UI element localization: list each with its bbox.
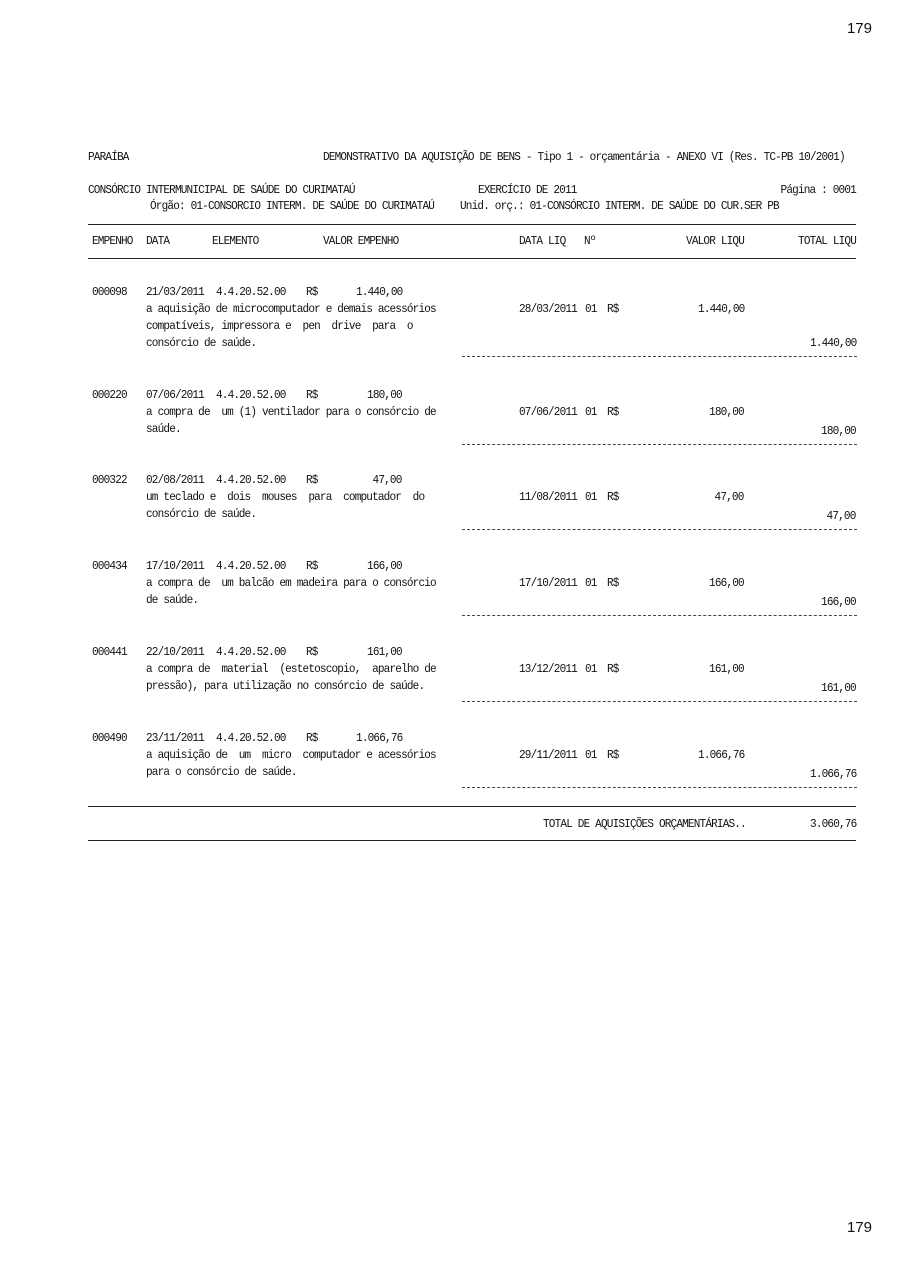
entry-data-liq: 11/08/2011: [519, 490, 577, 504]
entry-num: 01: [585, 490, 597, 504]
entity-name: CONSÓRCIO INTERMUNICIPAL DE SAÚDE DO CURIMATAÚ: [88, 183, 355, 197]
col-valor-empenho: VALOR EMPENHO: [323, 234, 399, 248]
report-title: DEMONSTRATIVO DA AQUISIÇÃO DE BENS - Tipo 1 - orçamentária - ANEXO VI (Res. TC-PB 10/2001): [323, 150, 845, 164]
entry-data-liq: 28/03/2011: [519, 302, 577, 316]
entry-valor-liqu: 161,00: [709, 662, 744, 676]
col-empenho: EMPENHO: [92, 234, 133, 248]
entry-data-liq: 17/10/2011: [519, 576, 577, 590]
header-rule-bottom: [88, 258, 856, 259]
exercise-year: EXERCÍCIO DE 2011: [478, 183, 577, 197]
entry-liq-currency: R$: [607, 302, 619, 316]
entry-date: 02/08/2011: [146, 473, 204, 487]
state-label: PARAÍBA: [88, 150, 129, 164]
entry-total-liqu: 1.440,00: [809, 336, 856, 350]
entry-description-line: consórcio de saúde.: [146, 336, 257, 350]
entry-date: 07/06/2011: [146, 388, 204, 402]
entry-valor-empenho: 1.440,00: [355, 285, 402, 299]
entry-liq-currency: R$: [607, 490, 619, 504]
page-number-top: 179: [846, 20, 872, 37]
footer-rule-bottom: [88, 840, 856, 841]
entry-liq-currency: R$: [607, 576, 619, 590]
entry-empenho: 000322: [92, 473, 127, 487]
entry-description-line: a compra de um (1) ventilador para o consórcio de: [146, 405, 436, 419]
entry-elemento: 4.4.20.52.00: [216, 559, 286, 573]
entry-separator: [462, 701, 857, 702]
col-valor-liqu: VALOR LIQU: [686, 234, 744, 248]
entry-liq-currency: R$: [607, 662, 619, 676]
entry-num: 01: [585, 302, 597, 316]
entry-total-liqu: 166,00: [821, 595, 856, 609]
entry-date: 22/10/2011: [146, 645, 204, 659]
col-numero: Nº: [584, 234, 596, 248]
col-data: DATA: [146, 234, 170, 248]
entry-description-line: para o consórcio de saúde.: [146, 765, 297, 779]
entry-elemento: 4.4.20.52.00: [216, 285, 286, 299]
entry-separator: [462, 787, 857, 788]
entry-description-line: um teclado e dois mouses para computador do: [146, 490, 425, 504]
entry-currency: R$: [306, 645, 318, 659]
budget-unit-label: Unid. orç.: 01-CONSÓRCIO INTERM. DE SAÚDE DO CUR.SER PB: [460, 199, 779, 213]
entry-valor-liqu: 47,00: [715, 490, 744, 504]
entry-total-liqu: 47,00: [827, 509, 856, 523]
entry-empenho: 000441: [92, 645, 127, 659]
entry-description-line: consórcio de saúde.: [146, 507, 257, 521]
entry-valor-liqu: 180,00: [709, 405, 744, 419]
entry-data-liq: 13/12/2011: [519, 662, 577, 676]
entry-separator: [462, 615, 857, 616]
entry-description-line: de saúde.: [146, 593, 199, 607]
entry-data-liq: 07/06/2011: [519, 405, 577, 419]
entry-liq-currency: R$: [607, 748, 619, 762]
entry-num: 01: [585, 662, 597, 676]
entry-separator: [462, 529, 857, 530]
entry-valor-empenho: 180,00: [367, 388, 402, 402]
entry-separator: [462, 356, 857, 357]
total-label: TOTAL DE AQUISIÇÕES ORÇAMENTÁRIAS..: [543, 817, 746, 831]
entry-description-line: compatíveis, impressora e pen drive para o: [146, 319, 413, 333]
entry-valor-empenho: 47,00: [373, 473, 402, 487]
entry-valor-liqu: 1.440,00: [697, 302, 744, 316]
entry-elemento: 4.4.20.52.00: [216, 473, 286, 487]
entry-elemento: 4.4.20.52.00: [216, 645, 286, 659]
entry-valor-empenho: 161,00: [367, 645, 402, 659]
col-total-liqu: TOTAL LIQU: [798, 234, 856, 248]
entry-description-line: saúde.: [146, 422, 181, 436]
entry-currency: R$: [306, 473, 318, 487]
entry-empenho: 000220: [92, 388, 127, 402]
footer-rule-top: [88, 806, 856, 807]
entry-valor-liqu: 166,00: [709, 576, 744, 590]
entry-valor-empenho: 1.066,76: [355, 731, 402, 745]
entry-valor-liqu: 1.066,76: [697, 748, 744, 762]
col-elemento: ELEMENTO: [212, 234, 259, 248]
entry-data-liq: 29/11/2011: [519, 748, 577, 762]
entry-currency: R$: [306, 559, 318, 573]
entry-total-liqu: 1.066,76: [809, 767, 856, 781]
entry-num: 01: [585, 576, 597, 590]
entry-date: 23/11/2011: [146, 731, 204, 745]
entry-date: 17/10/2011: [146, 559, 204, 573]
entry-liq-currency: R$: [607, 405, 619, 419]
entry-elemento: 4.4.20.52.00: [216, 388, 286, 402]
page-indicator: Página : 0001: [780, 183, 856, 197]
entry-valor-empenho: 166,00: [367, 559, 402, 573]
organ-label: Órgão: 01-CONSORCIO INTERM. DE SAÚDE DO CURIMATAÚ: [150, 199, 435, 213]
entry-separator: [462, 444, 857, 445]
entry-description-line: a compra de um balcão em madeira para o consórcio: [146, 576, 436, 590]
entry-description-line: a compra de material (estetoscopio, aparelho de: [146, 662, 436, 676]
col-data-liq: DATA LIQ: [519, 234, 566, 248]
entry-currency: R$: [306, 731, 318, 745]
entry-description-line: pressão), para utilização no consórcio de saúde.: [146, 679, 425, 693]
entry-total-liqu: 161,00: [821, 681, 856, 695]
entry-num: 01: [585, 405, 597, 419]
entry-empenho: 000098: [92, 285, 127, 299]
entry-total-liqu: 180,00: [821, 424, 856, 438]
page-number-bottom: 179: [846, 1219, 872, 1236]
entry-date: 21/03/2011: [146, 285, 204, 299]
total-value: 3.060,76: [809, 817, 856, 831]
entry-num: 01: [585, 748, 597, 762]
entry-empenho: 000434: [92, 559, 127, 573]
entry-description-line: a aquisição de microcomputador e demais acessórios: [146, 302, 436, 316]
header-rule-top: [88, 224, 856, 225]
entry-currency: R$: [306, 285, 318, 299]
entry-elemento: 4.4.20.52.00: [216, 731, 286, 745]
entry-description-line: a aquisição de um micro computador e acessórios: [146, 748, 436, 762]
entry-empenho: 000490: [92, 731, 127, 745]
entry-currency: R$: [306, 388, 318, 402]
